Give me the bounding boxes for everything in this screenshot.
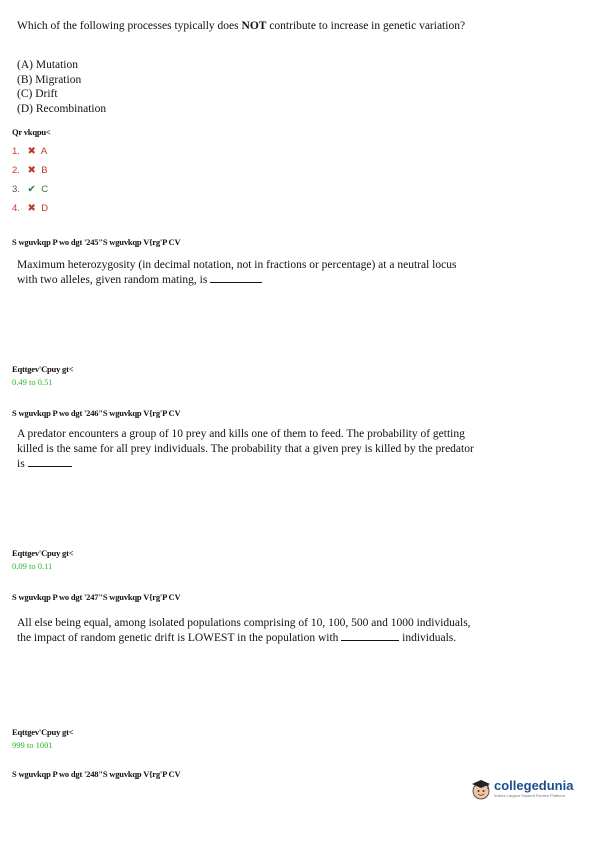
answer-choices [12,142,48,218]
option-a: (A) Mutation [17,59,79,71]
question-3-text: A predator encounters a group of 10 prey and kills one of them to feed. The probability of getting killed is the same for all prey individuals. The probability that a given prey is killed by the predator is [17,428,474,470]
correct-answer-value: 0.09 to 0.11 [12,561,53,571]
answer-blank [341,639,399,641]
logo-tagline: India's Largest Student Review Platform [494,793,566,798]
graduate-cap-icon [470,778,492,800]
question-5-header: S wguvkqp P wo dgt '248"S wguvkqp V{rg'P CV [12,769,181,779]
choice-4: 4. ✖ D [12,199,48,218]
option-c: (C) Drift [17,88,58,100]
correct-answer-label: Eqttgev'Cpuy gt< [12,364,74,374]
correct-answer-label: Eqttgev'Cpuy gt< [12,548,74,558]
correct-answer-value: 0.49 to 0.51 [12,377,53,387]
emphasis-not: NOT [241,20,267,32]
options-header: Qr vkqpu< [12,127,51,137]
question-1-options [17,58,106,116]
choice-3: 3. ✔ C [12,180,48,199]
answer-blank [28,465,72,467]
question-4-header: S wguvkqp P wo dgt '247"S wguvkqp V{rg'P CV [12,592,181,602]
check-icon: ✔ [27,184,36,195]
collegedunia-logo [470,778,573,800]
question-2-text: Maximum heterozygosity (in decimal notation, not in fractions or percentage) at a neutral locus with two alleles, given random mating, is [17,259,457,286]
logo-name: collegedunia [494,778,574,793]
choice-2: 2. ✖ B [12,161,48,180]
question-1-text: Which of the following processes typically does NOT contribute to increase in genetic variation? [17,20,466,32]
question-4-text: All else being equal, among isolated populations comprising of 10, 100, 500 and 1000 individuals, the impact of random genetic drift is LOWEST in the population with individuals. [17,617,471,644]
question-3-header: S wguvkqp P wo dgt '246"S wguvkqp V{rg'P CV [12,408,181,418]
question-2-header: S wguvkqp P wo dgt '245"S wguvkqp V{rg'P CV [12,237,181,247]
option-d: (D) Recombination [17,102,107,115]
answer-blank [210,281,262,283]
option-b: (B) Migration [17,73,82,86]
correct-answer-label: Eqttgev'Cpuy gt< [12,727,74,737]
correct-answer-value: 999 to 1001 [12,740,53,750]
wrong-icon: ✖ [27,165,36,176]
choice-1: 1. ✖ A [12,142,48,161]
wrong-icon: ✖ [27,146,36,157]
wrong-icon: ✖ [27,203,36,214]
